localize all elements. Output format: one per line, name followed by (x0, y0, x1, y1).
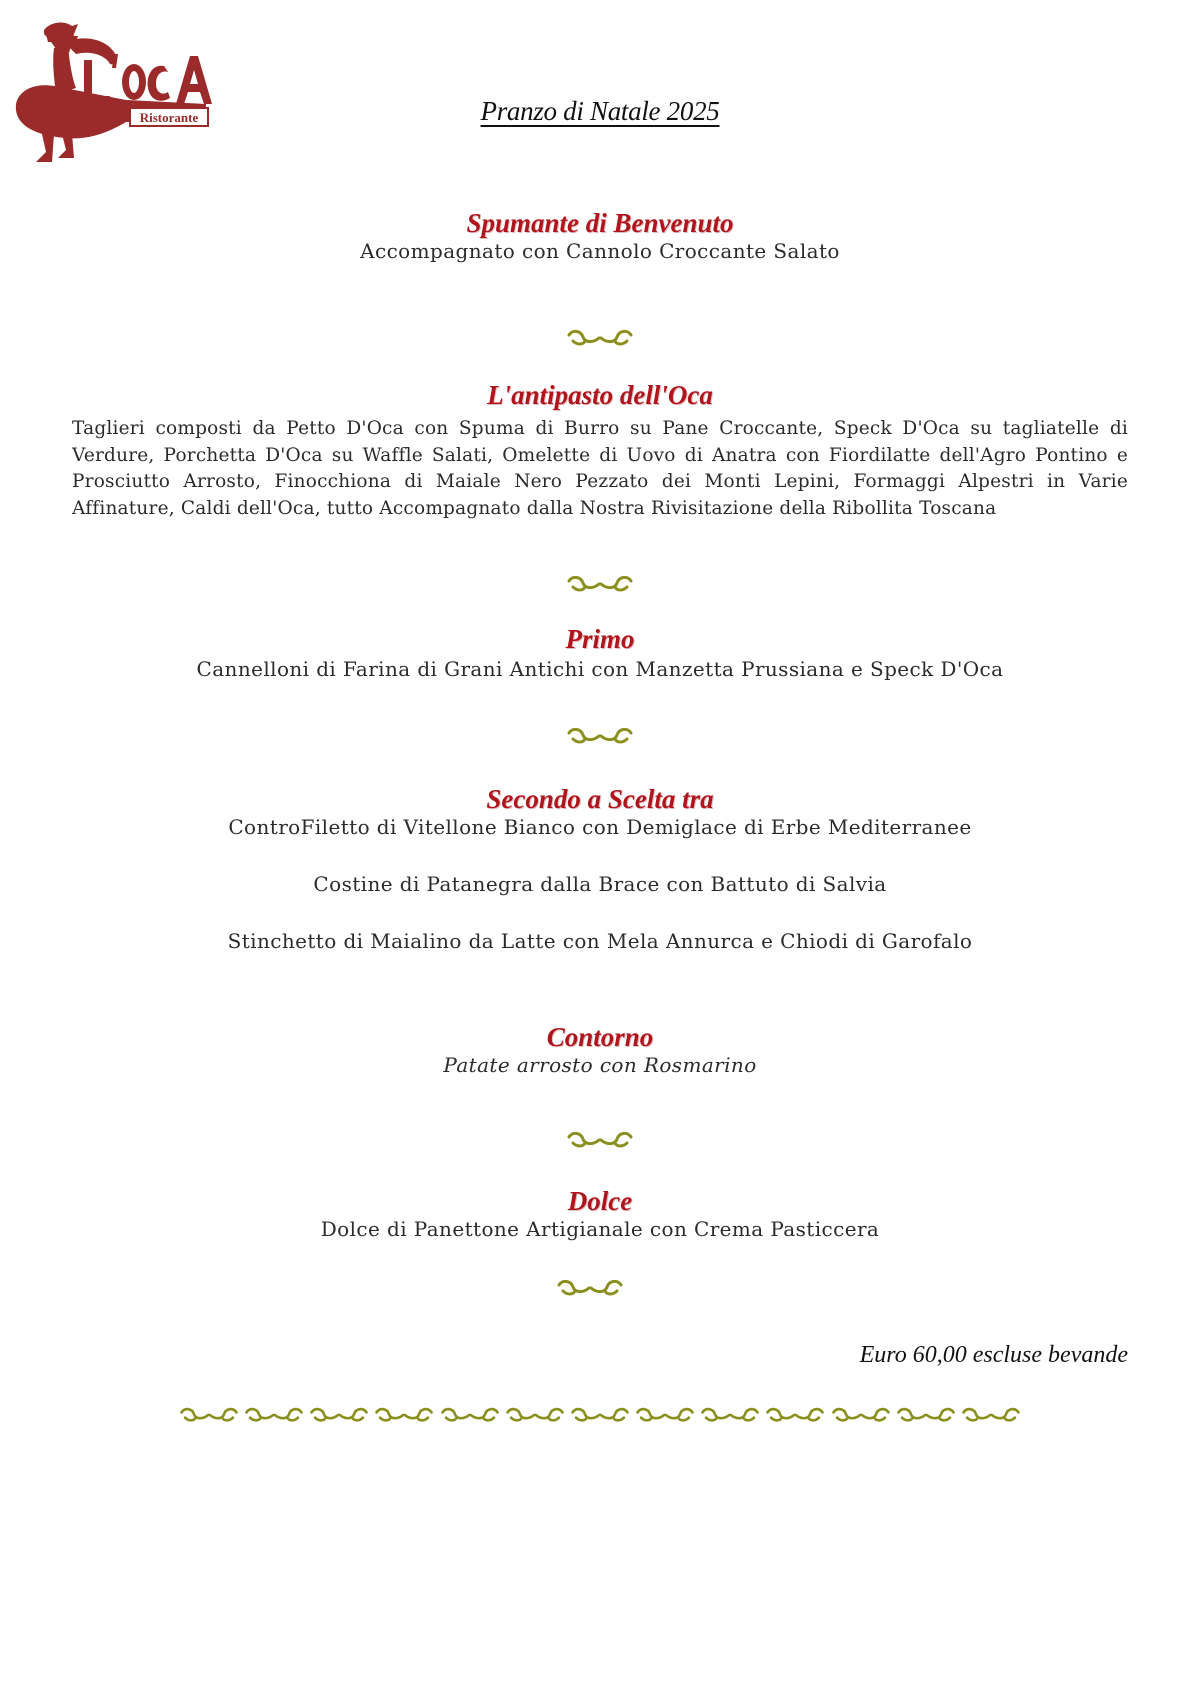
swirl-border-icon (830, 1404, 892, 1426)
swirl-border-icon (699, 1404, 761, 1426)
svg-text:Ristorante: Ristorante (139, 110, 199, 125)
restaurant-logo (6, 12, 228, 164)
swirl-border-icon (764, 1404, 826, 1426)
swirl-divider-icon (565, 573, 635, 595)
dish-item: Patate arrosto con Rosmarino (443, 1053, 757, 1077)
section-contorno (0, 1020, 1200, 1078)
dish-item: Costine di Patanegra dalla Brace con Battuto di Salvia (313, 872, 887, 896)
section-heading: Secondo a Scelta tra (486, 784, 714, 814)
swirl-border-icon (960, 1404, 1022, 1426)
dish-item: Accompagnato con Cannolo Croccante Salato (360, 239, 840, 263)
dish-item: Cannelloni di Farina di Grani Antichi con Manzetta Prussiana e Speck D'Oca (196, 657, 1004, 681)
dish-item: Stinchetto di Maialino da Latte con Mela Annurca e Chiodi di Garofalo (227, 929, 973, 953)
swirl-border-icon (634, 1404, 696, 1426)
swirl-border-icon (373, 1404, 435, 1426)
divider-ornament (0, 326, 1200, 350)
section-heading: Primo (565, 624, 635, 654)
section-welcome (0, 206, 1200, 264)
section-antipasto (0, 378, 1200, 412)
dish-item: Dolce di Panettone Artigianale con Crema Pasticcera (320, 1217, 880, 1241)
ornamental-border (178, 1402, 1022, 1428)
dish-item: ControFiletto di Vitellone Bianco con Demiglace di Erbe Mediterranee (228, 815, 972, 839)
section-secondo (0, 782, 1200, 954)
swirl-border-icon (569, 1404, 631, 1426)
section-heading: L'antipasto dell'Oca (487, 380, 713, 410)
divider-ornament (0, 1276, 1190, 1300)
swirl-border-icon (439, 1404, 501, 1426)
antipasto-description: Taglieri composti da Petto D'Oca con Spuma di Burro su Pane Croccante, Speck D'Oca su tagliatelle di Verdure, Porchetta D'Oca su Waffle Salati, Omelette di Uovo di Anatra con Fiordilatte dell'Agro Pontino e Prosciutto Arrosto, Finocchiona di Maiale Nero Pezzato dei Monti Lepini, Formaggi Alpestri in Varie Affinature, Caldi dell'Oca, tutto Accompagnato dalla Nostra Rivisitazione della Ribollita Toscana (72, 418, 1128, 519)
section-heading: Dolce (567, 1186, 633, 1216)
swirl-border-icon (243, 1404, 305, 1426)
price-note: Euro 60,00 escluse bevande (859, 1342, 1128, 1368)
swirl-divider-icon (565, 725, 635, 747)
swirl-divider-icon (565, 1129, 635, 1151)
swirl-divider-icon (555, 1277, 625, 1299)
swirl-border-icon (308, 1404, 370, 1426)
divider-ornament (0, 724, 1200, 748)
swirl-divider-icon (565, 327, 635, 349)
divider-ornament (0, 572, 1200, 596)
section-heading: Spumante di Benvenuto (466, 208, 734, 238)
divider-ornament (0, 1128, 1200, 1152)
section-primo (0, 622, 1200, 682)
goose-logo-icon (6, 12, 228, 164)
section-dolce (0, 1184, 1200, 1242)
menu-title-text: Pranzo di Natale 2025 (480, 96, 720, 126)
swirl-border-icon (504, 1404, 566, 1426)
swirl-border-icon (895, 1404, 957, 1426)
menu-title (0, 96, 1200, 127)
swirl-border-icon (178, 1404, 240, 1426)
section-heading: Contorno (546, 1022, 654, 1052)
